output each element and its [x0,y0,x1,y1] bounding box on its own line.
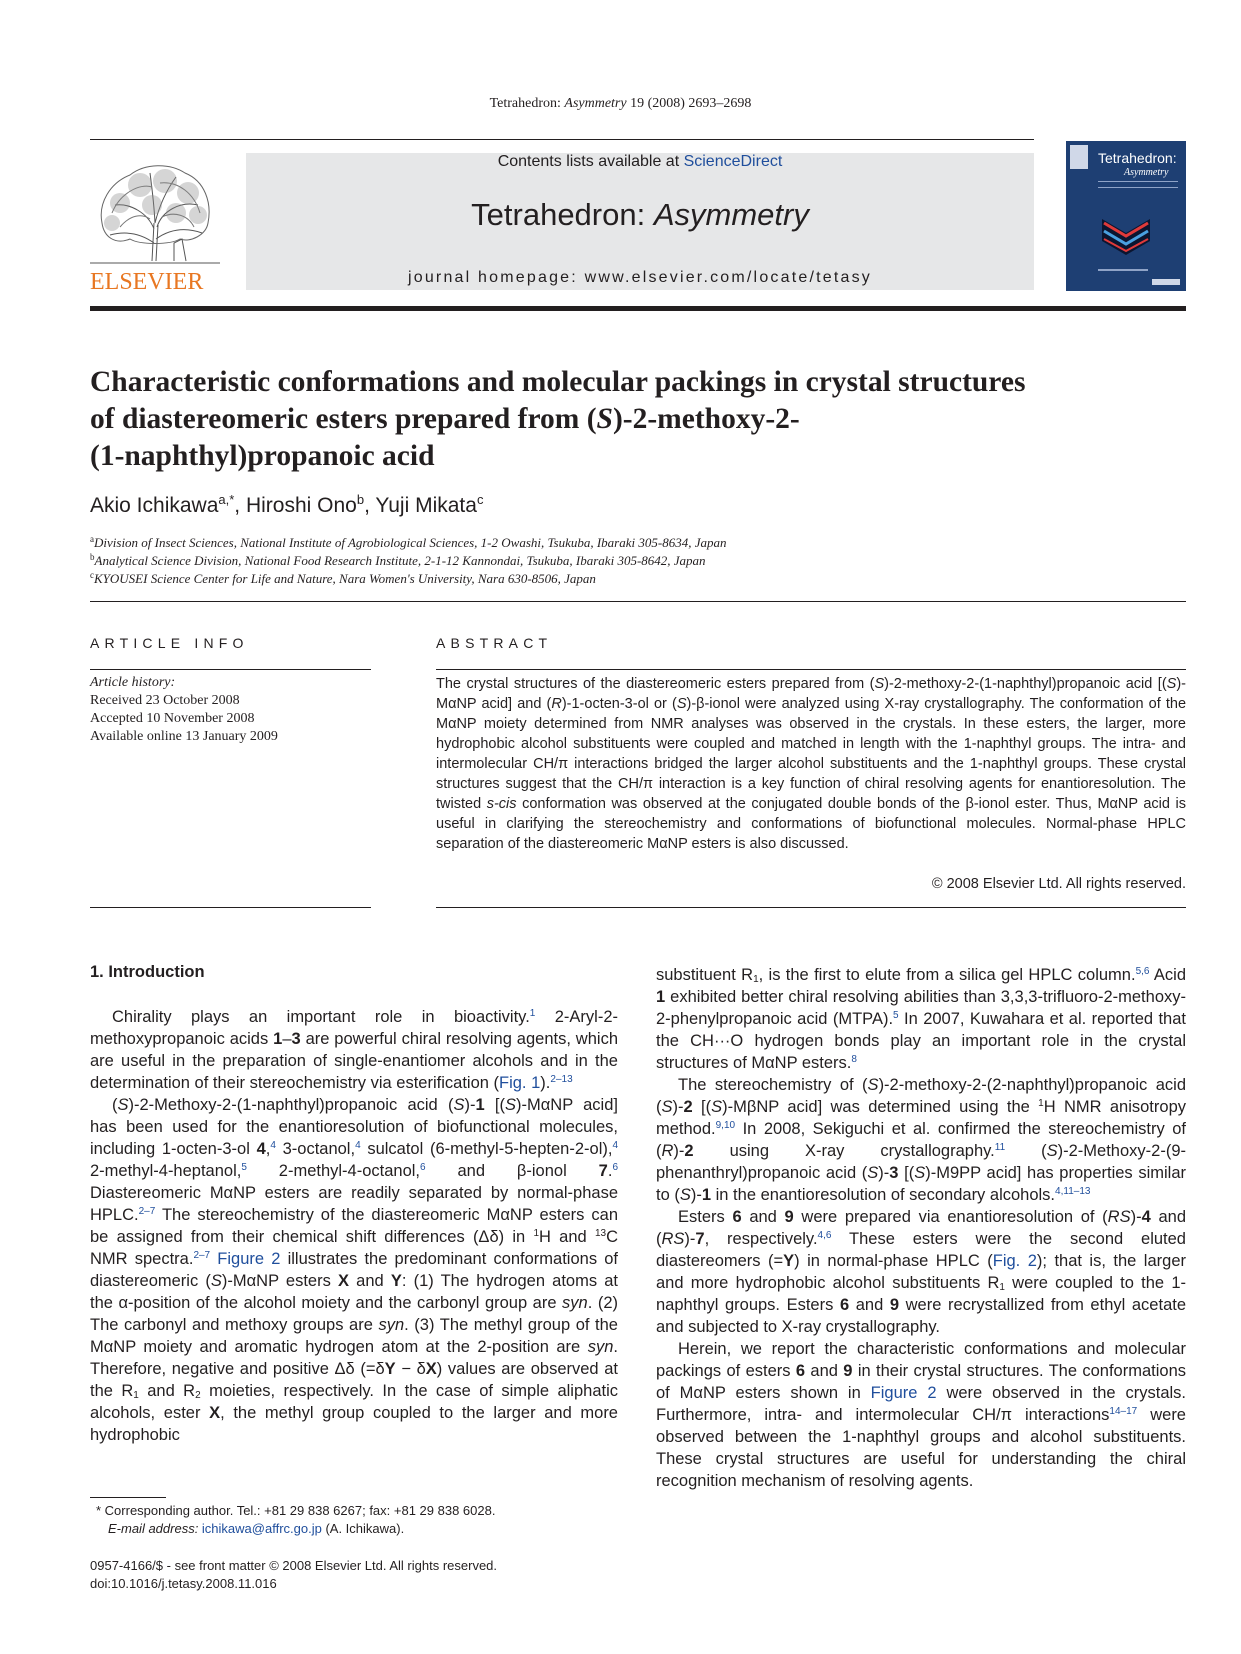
body-column-left: Chirality plays an important role in bioactivity.$^1$ 2-Aryl-2-methoxypropanoic acids 1–3 are powerful chiral resolving agents, which are useful in the preparation of single-enantiomer alcohols and in the determination of their stereochemistry via esterification (Fig. 1).$^{2-13}$ (S)-2-Methoxy-2-(1-naphthyl)propanoic acid (S)-1 [(S)-MαNP acid] has been used for the enantioresolution of biofunctional molecules, including 1-octen-3-ol 4,$^4$ 3-octanol,$^4$ sulcatol (6-methyl-5-hepten-2-ol),$^4$ 2-methyl-4-heptanol,$^5$ 2-methyl-4-octanol,$^6$ and β-ionol 7.$^6$ Diastereomeric MαNP esters are readily separated by normal-phase HPLC.$^{2-7}$ The stereochemistry of the diastereomeric MαNP esters can be assigned from their chemical shift differences (Δδ) in $^1$H and $^{13}$C NMR spectra.$^{2-7}$ Figure 2 illustrates the predominant conformations of diastereomeric (S)-MαNP esters X and Y: (1) The hydrogen atoms at the α-position of the alcohol moiety and the carbonyl group are syn. (2) The carbonyl and methoxy groups are syn. (3) The methyl group of the MαNP moiety and aromatic hydrogen atom at the 2-position are syn. Therefore, negative and positive Δδ (=δY − δX) values are observed at the $R_1$ and $R_2$ moieties, respectively. In the case of simple aliphatic alcohols, ester X, the methyl group coupled to the larger and more hydrophobic [90,1008,619,1444]
copyright-notice: © 2008 Elsevier Ltd. All rights reserved. [931,876,1186,892]
figure-link[interactable]: Figure 2 [870,1384,937,1402]
abstract-text: The crystal structures of the diastereomeric esters prepared from (S)-2-methoxy-2-(1-naphthyl)propanoic acid [(S)-MαNP acid] and (R)-1-octen-3-ol or (S)-β-ionol were analyzed using X-ray crystallography. The conformation of the MαNP moiety determined from NMR analyses was observed in the crystals. In these esters, the larger, more hydrophobic alcohol substituents were coupled and matched in length with the 1-naphthyl groups. The intra- and intermolecular CH/π interactions bridged the larger alcohol substituents and the 1-naphthyl groups. These crystal structures suggest that the CH/π interaction is a key function of chiral resolving agents for enantioresolution. The twisted s-cis conformation was observed at the conjugated double bonds of the β-ionol ester. Thus, MαNP acid is useful in clarifying the stereochemistry and conformations of biofunctional molecules. Normal-phase HPLC separation of the diastereomeric MαNP esters is also discussed. [436,676,1187,852]
elsevier-wordmark: ELSEVIER [90,269,204,293]
section-heading: 1. Introduction [90,963,205,981]
accepted-date: Accepted 10 November 2008 [90,711,255,726]
article-history-label: Article history: [90,675,176,690]
body-column-right: substituent $R_1$, is the first to elute from a silica gel HPLC column.$^{5,6}$ Acid 1 exhibited better chiral resolving abilities than 3,3,3-trifluoro-2-methoxy-2-phenylpropanoic acid (MTPA).$^5$ In 2007, Kuwahara et al. reported that the CH···O hydrogen bonds play an important role in the crystal structures of MαNP esters.$^8$ The stereochemistry of (S)-2-methoxy-2-(2-naphthyl)propanoic acid (S)-2 [(S)-MβNP acid] was determined using the $^1$H NMR anisotropy method.$^{9,10}$ In 2008, Sekiguchi et al. confirmed the stereochemistry of (R)-2 using X-ray crystallography.$^{11}$ (S)-2-Methoxy-2-(9-phenanthryl)propanoic acid (S)-3 [(S)-M9PP acid] has properties similar to (S)-1 in the enantioresolution of secondary alcohols.$^{4,11-13}$ Esters 6 and 9 were prepared via enantioresolution of (RS)-4 and (RS)-7, respectively.$^{4,6}$ These esters were the second eluted diastereomers (=Y) in normal-phase HPLC (Fig. 2); that is, the larger and more hydrophobic alcohol substituents $R_1$ were coupled to the 1-naphthyl groups. Esters 6 and 9 were recrystallized from ethyl acetate and subjected to X-ray crystallography. Herein, we report the characteristic conformations and molecular packings of esters 6 and 9 in their crystal structures. The conformations of MαNP esters shown in Figure 2 were observed in the crystals. Furthermore, intra- and intermolecular CH/π interactions$^{14-17}$ were observed between the 1-naphthyl groups and alcohol substituents. These crystal structures are useful for understanding the chiral recognition mechanism of resolving agents. [656,966,1187,1490]
article-info-rule-bottom [90,907,371,908]
author-list: Akio Ichikawa$^{a,*}$, Hiroshi Ono$^b$, Yuji Mikata$^c$ [90,492,484,517]
sciencedirect-link[interactable]: ScienceDirect [683,153,783,170]
abstract-rule-top [436,669,1186,670]
author-name: Akio Ichikawa [90,494,219,517]
email-link[interactable]: ichikawa@affrc.go.jp [201,1521,322,1536]
issn-line: 0957-4166/$ - see front matter © 2008 Elsevier Ltd. All rights reserved. [90,1558,498,1573]
citation-link[interactable]: 2–13 [550,1074,573,1085]
article-info-label: ARTICLE INFO [90,635,249,651]
figure-link[interactable]: Fig. 2 [992,1252,1037,1270]
svg-text:Tetrahedron:: Tetrahedron: [1098,150,1177,166]
doi-line[interactable]: doi:10.1016/j.tetasy.2008.11.016 [90,1576,277,1591]
footnote: * Corresponding author. Tel.: +81 29 838 6267; fax: +81 29 838 6028. E-mail address: ichikawa@affrc.go.jp (A. Ichikawa). [96,1503,496,1536]
received-date: Received 23 October 2008 [90,693,240,708]
journal-banner [246,153,1034,290]
article-title: Characteristic conformations and molecular packings in crystal structures of diastereomeric esters prepared from (S)-2-methoxy-2- (1-naphthyl)propanoic acid [90,366,1026,472]
affiliation: $^a$Division of Insect Sciences, National Institute of Agrobiological Sciences, 1-2 Owashi, Tsukuba, Ibaraki 305-8634, Japan [90,534,727,550]
journal-cover-thumbnail [1066,141,1186,291]
journal-homepage-link[interactable]: journal homepage: www.elsevier.com/locate/tetasy [407,269,872,286]
author-name: Hiroshi Ono [245,494,357,517]
abstract-label: ABSTRACT [436,635,553,651]
affiliation-rule [90,601,1186,602]
affiliation: $^b$Analytical Science Division, National Food Research Institute, 2-1-12 Kannondai, Tsukuba, Ibaraki 305-8642, Japan [90,552,706,568]
running-head: Tetrahedron: Asymmetry 19 (2008) 2693–2698 [489,96,752,111]
footnote-rule [90,1497,166,1498]
citation-link[interactable]: 1 [529,1008,536,1019]
header-top-rule [90,139,1034,140]
online-date: Available online 13 January 2009 [90,729,278,744]
elsevier-tree-icon [90,153,220,293]
journal-name: Tetrahedron: Asymmetry [471,197,809,232]
affiliation: $^c$KYOUSEI Science Center for Life and Nature, Nara Women's University, Nara 630-8506, Japan [90,570,596,586]
abstract-rule-bottom [436,907,1186,908]
svg-text:Asymmetry: Asymmetry [1124,167,1169,178]
elsevier-logo [90,153,220,293]
issn-doi [90,1557,497,1593]
article-info-rule-top [90,669,371,670]
corresponding-author-note: Corresponding author. Tel.: +81 29 838 6267; fax: +81 29 838 6028. [104,1503,496,1518]
contents-available-line: Contents lists available at ScienceDirect [497,153,783,170]
cover-art-icon [1066,141,1186,291]
figure-link[interactable]: Figure 2 [217,1250,281,1268]
author-name: Yuji Mikata [375,494,477,517]
figure-link[interactable]: Fig. 1 [499,1074,541,1092]
header-bottom-rule [90,306,1186,311]
